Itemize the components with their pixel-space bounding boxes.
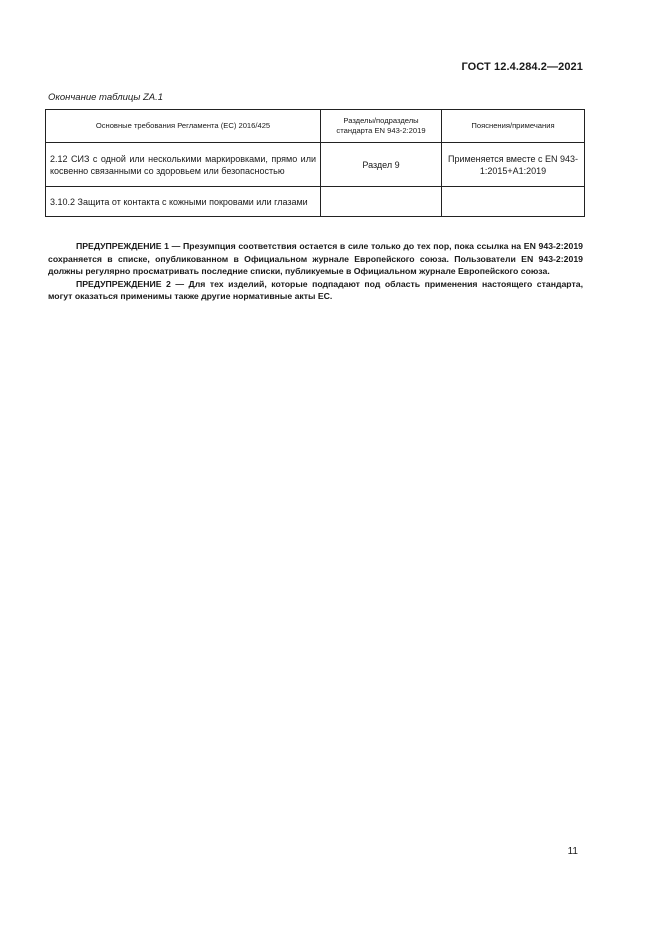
requirement-cell: 2.12 СИЗ с одной или несколькими маркировками, прямо или косвенно связанными со здоровьем или безопасностью bbox=[46, 143, 321, 187]
table-caption: Окончание таблицы ZA.1 bbox=[48, 92, 164, 103]
document-code: ГОСТ 12.4.284.2—2021 bbox=[461, 61, 583, 73]
warnings-block bbox=[48, 240, 583, 303]
section-cell: Раздел 9 bbox=[321, 143, 442, 187]
column-header-notes: Пояснения/примечания bbox=[442, 110, 585, 143]
page-number: 11 bbox=[567, 846, 578, 857]
column-header-sections: Разделы/подразделы стандарта EN 943-2:2019 bbox=[321, 110, 442, 143]
requirements-table bbox=[45, 109, 585, 217]
warning-paragraph: ПРЕДУПРЕЖДЕНИЕ 1 — Презумпция соответствия остается в силе только до тех пор, пока ссылка на EN 943-2:2019 сохраняется в списке, опубликованном в Официальном журнале Европейского союза. Пользователи EN 943-2:2019 должны регулярно просматривать последние списки, публикуемые в Официальном журнале Европейского союза. bbox=[48, 241, 583, 277]
note-cell: Применяется вместе с EN 943-1:2015+A1:2019 bbox=[442, 143, 585, 187]
section-cell bbox=[321, 187, 442, 217]
table-row bbox=[46, 187, 585, 217]
table-row bbox=[46, 143, 585, 187]
column-header-requirements: Основные требования Регламента (ЕС) 2016/425 bbox=[46, 110, 321, 143]
note-cell bbox=[442, 187, 585, 217]
table-header-row bbox=[46, 110, 585, 143]
warning-paragraph: ПРЕДУПРЕЖДЕНИЕ 2 — Для тех изделий, которые подпадают под область применения настоящего стандарта, могут оказаться применимы также другие нормативные акты ЕС. bbox=[48, 278, 583, 302]
requirement-cell: 3.10.2 Защита от контакта с кожными покровами или глазами bbox=[46, 187, 321, 217]
